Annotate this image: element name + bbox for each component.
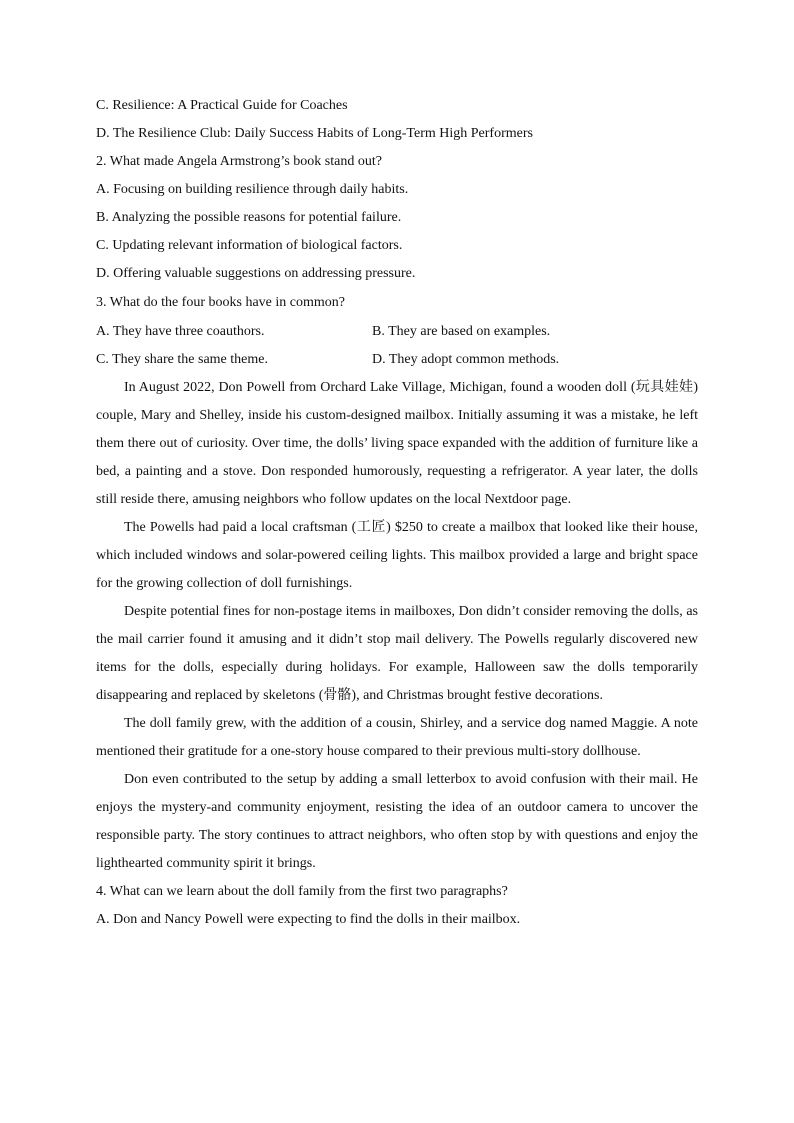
passage-paragraph-3: Despite potential fines for non-postage items in mailboxes, Don didn’t consider removing the dolls, as the mail carrier found it amusing and it didn’t stop mail delivery. The Powells regularly discovered new items for the dolls, especially during holidays. For example, Halloween saw the dolls temporarily disappearing and replaced by skeletons (骨骼), and Christmas brought festive decorations. [96, 604, 698, 703]
q3-option-a: A. They have three coauthors. [96, 324, 265, 339]
q3-option-b: B. They are based on examples. [372, 324, 551, 339]
q2-stem: 2. What made Angela Armstrong’s book stand out? [96, 154, 382, 169]
q1-option-d: D. The Resilience Club: Daily Success Habits of Long-Term High Performers [96, 126, 533, 141]
passage-paragraph-1: In August 2022, Don Powell from Orchard Lake Village, Michigan, found a wooden doll (玩具娃娃) couple, Mary and Shelley, inside his custom-designed mailbox. Initially assuming it was a mistake, he left them there out of curiosity. Over time, the dolls’ living space expanded with the addition of furniture like a bed, a painting and a stove. Don responded humorously, requesting a refrigerator. A year later, the dolls still reside there, amusing neighbors who follow updates on the local Nextdoor page. [96, 380, 698, 507]
q3-option-d: D. They adopt common methods. [372, 352, 560, 367]
q2-option-b: B. Analyzing the possible reasons for potential failure. [96, 210, 402, 225]
q2-option-d: D. Offering valuable suggestions on addressing pressure. [96, 266, 416, 281]
exam-page [96, 92, 698, 934]
q3-option-c: C. They share the same theme. [96, 352, 268, 367]
q1-option-c: C. Resilience: A Practical Guide for Coaches [96, 98, 348, 113]
passage-paragraph-4: The doll family grew, with the addition of a cousin, Shirley, and a service dog named Maggie. A note mentioned their gratitude for a one-story house compared to their previous multi-story dollhouse. [96, 716, 698, 759]
q3-stem: 3. What do the four books have in common? [96, 295, 345, 310]
passage-paragraph-5: Don even contributed to the setup by adding a small letterbox to avoid confusion with their mail. He enjoys the mystery-and community enjoyment, resisting the idea of an outdoor camera to uncover the responsible party. The story continues to attract neighbors, who often stop by with questions and enjoy the lighthearted community spirit it brings. [96, 772, 698, 871]
q3-options-row-1 [96, 318, 698, 346]
q4-stem: 4. What can we learn about the doll family from the first two paragraphs? [96, 884, 508, 899]
passage-paragraph-2: The Powells had paid a local craftsman (工匠) $250 to create a mailbox that looked like their house, which included windows and solar-powered ceiling lights. This mailbox provided a large and bright space for the growing collection of doll furnishings. [96, 520, 698, 591]
q3-options-row-2 [96, 346, 698, 374]
q2-option-a: A. Focusing on building resilience through daily habits. [96, 182, 409, 197]
q2-option-c: C. Updating relevant information of biological factors. [96, 238, 403, 253]
q4-option-a: A. Don and Nancy Powell were expecting to find the dolls in their mailbox. [96, 912, 521, 927]
